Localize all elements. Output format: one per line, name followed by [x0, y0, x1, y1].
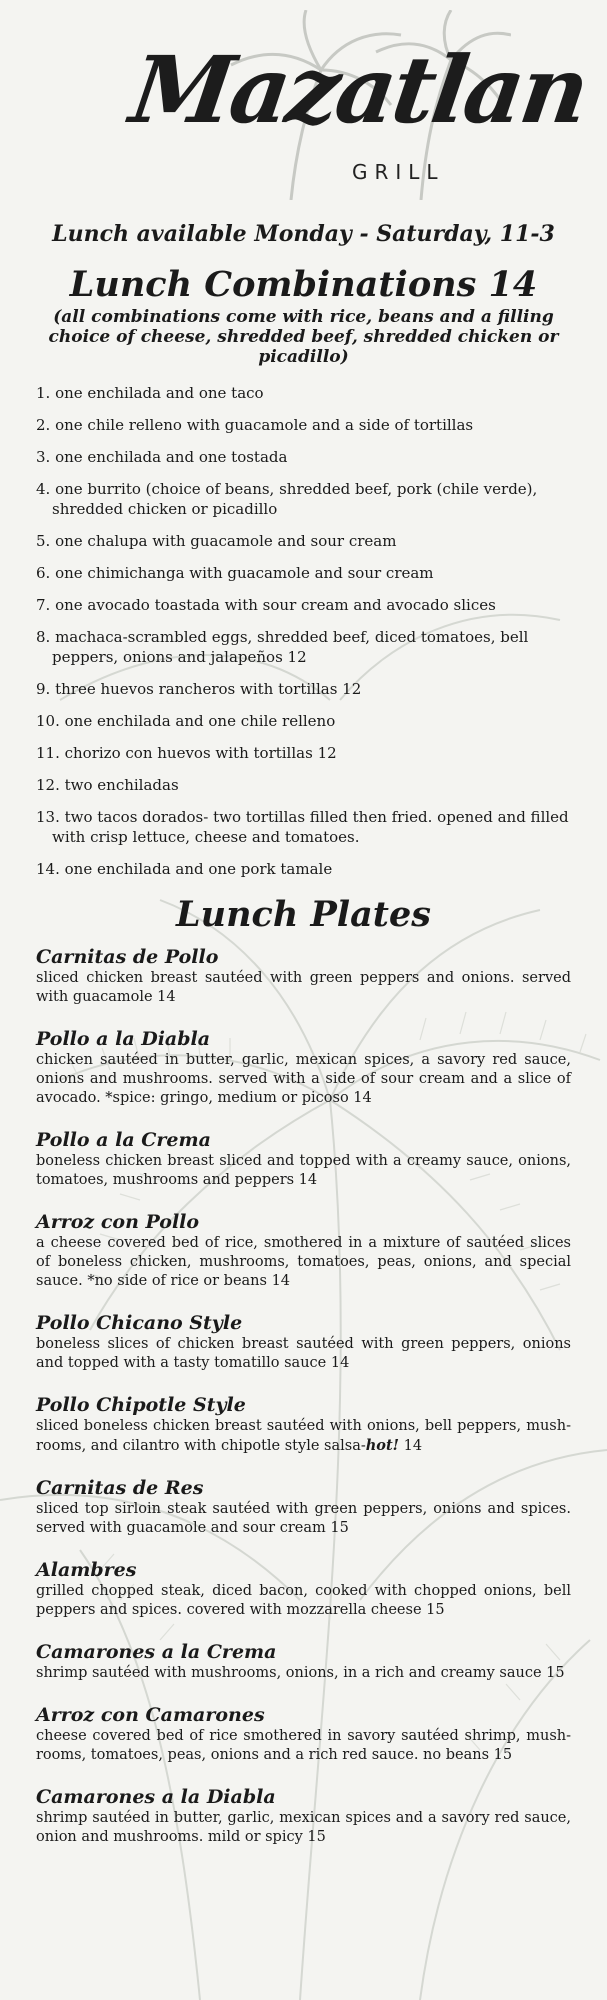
- plate-item: [36, 1785, 571, 1847]
- plate-item: [36, 1027, 571, 1108]
- combo-item: 1. one enchilada and one taco: [36, 384, 264, 402]
- plate-item: [36, 945, 571, 1007]
- plate-description: cheese covered bed of rice smothered in savory sautéed shrimp, mush-rooms, tomatoes, peas, onions and a rich red sauce. no beans 15: [36, 1728, 571, 1763]
- plate-item: [36, 1128, 571, 1190]
- plate-item: [36, 1393, 571, 1456]
- plate-description: sliced top sirloin steak sautéed with green peppers, onions and spices. served with guacamole and sour cream 15: [36, 1501, 571, 1536]
- combo-item: 3. one enchilada and one tostada: [36, 448, 288, 466]
- plate-price: 14: [399, 1438, 423, 1454]
- combo-item: 13. two tacos dorados- two tortillas filled then fried. opened and filled with crisp lettuce, cheese and tomatoes.: [36, 808, 569, 846]
- plate-item: [36, 1558, 571, 1620]
- combo-item: 9. three huevos rancheros with tortillas 12: [36, 680, 362, 698]
- plate-name: Pollo Chicano Style: [36, 1312, 243, 1334]
- plate-description: sliced chicken breast sautéed with green peppers and onions. served with guacamole 14: [36, 970, 571, 1005]
- plate-item: [36, 1311, 571, 1373]
- plate-name: Arroz con Camarones: [36, 1704, 265, 1726]
- lunch-availability: Lunch available Monday - Saturday, 11-3: [52, 221, 555, 247]
- logo-subtitle: GRILL: [352, 160, 445, 184]
- plate-name: Camarones a la Diabla: [36, 1786, 276, 1808]
- combo-item: 2. one chile relleno with guacamole and a side of tortillas: [36, 416, 474, 434]
- plate-name: Pollo a la Crema: [36, 1129, 211, 1151]
- plate-name: Pollo Chipotle Style: [36, 1394, 246, 1416]
- plate-item: [36, 1640, 571, 1683]
- combo-item: 4. one burrito (choice of beans, shredded beef, pork (chile verde), shredded chicken or picadillo: [36, 480, 538, 518]
- combinations-note: (all combinations come with rice, beans and a filling choice of cheese, shredded beef, shredded chicken or picadillo): [48, 307, 559, 367]
- plate-description: [36, 1417, 571, 1456]
- plate-name: Camarones a la Crema: [36, 1641, 277, 1663]
- plate-description-text: sliced boneless chicken breast sautéed with onions, bell peppers, mush-rooms, and cilantro with chipotle style salsa-: [36, 1418, 571, 1454]
- plate-name: Arroz con Pollo: [36, 1211, 200, 1233]
- combo-item: 10. one enchilada and one chile relleno: [36, 712, 336, 730]
- plate-name: Alambres: [36, 1559, 137, 1581]
- plate-name: Carnitas de Res: [36, 1477, 204, 1499]
- plate-description: grilled chopped steak, diced bacon, cooked with chopped onions, bell peppers and spices. covered with mozzarella cheese 15: [36, 1583, 571, 1618]
- plate-description: chicken sautéed in butter, garlic, mexican spices, a savory red sauce, onions and mushrooms. served with a side of sour cream and a slice of avocado. *spice: gringo, medium or picoso 14: [36, 1052, 571, 1106]
- combo-item: 5. one chalupa with guacamole and sour cream: [36, 532, 397, 550]
- plates-title: Lunch Plates: [176, 894, 431, 935]
- plate-description: a cheese covered bed of rice, smothered in a mixture of sautéed slices of boneless chicken, mushrooms, tomatoes, peas, onions, and special sauce. *no side of rice or beans 14: [36, 1235, 571, 1289]
- plate-description: boneless slices of chicken breast sautéed with green peppers, onions and topped with a tasty tomatillo sauce 14: [36, 1336, 571, 1371]
- plate-item: [36, 1210, 571, 1291]
- plate-item: [36, 1476, 571, 1538]
- combo-item: 8. machaca-scrambled eggs, shredded beef, diced tomatoes, bell peppers, onions and jalapeños 12: [36, 628, 529, 666]
- logo-wordmark: Mazatlan: [124, 36, 593, 144]
- plate-description: boneless chicken breast sliced and topped with a creamy sauce, onions, tomatoes, mushrooms and peppers 14: [36, 1153, 571, 1188]
- hot-label: hot!: [365, 1437, 400, 1454]
- plate-name: Pollo a la Diabla: [36, 1028, 211, 1050]
- logo: [36, 0, 593, 205]
- combo-item: 14. one enchilada and one pork tamale: [36, 860, 333, 878]
- plate-description: shrimp sautéed in butter, garlic, mexican spices and a savory red sauce, onion and mushrooms. mild or spicy 15: [36, 1810, 571, 1845]
- plate-name: Carnitas de Pollo: [36, 946, 219, 968]
- combinations-title: Lunch Combinations 14: [69, 264, 538, 305]
- combinations-list: [36, 383, 571, 879]
- combo-item: 12. two enchiladas: [36, 776, 179, 794]
- combo-item: 6. one chimichanga with guacamole and sour cream: [36, 564, 434, 582]
- combo-item: 11. chorizo con huevos with tortillas 12: [36, 744, 337, 762]
- plate-item: [36, 1703, 571, 1765]
- plate-description: shrimp sautéed with mushrooms, onions, in a rich and creamy sauce 15: [36, 1665, 565, 1681]
- plates-list: [36, 945, 571, 1847]
- combo-item: 7. one avocado toastada with sour cream and avocado slices: [36, 596, 496, 614]
